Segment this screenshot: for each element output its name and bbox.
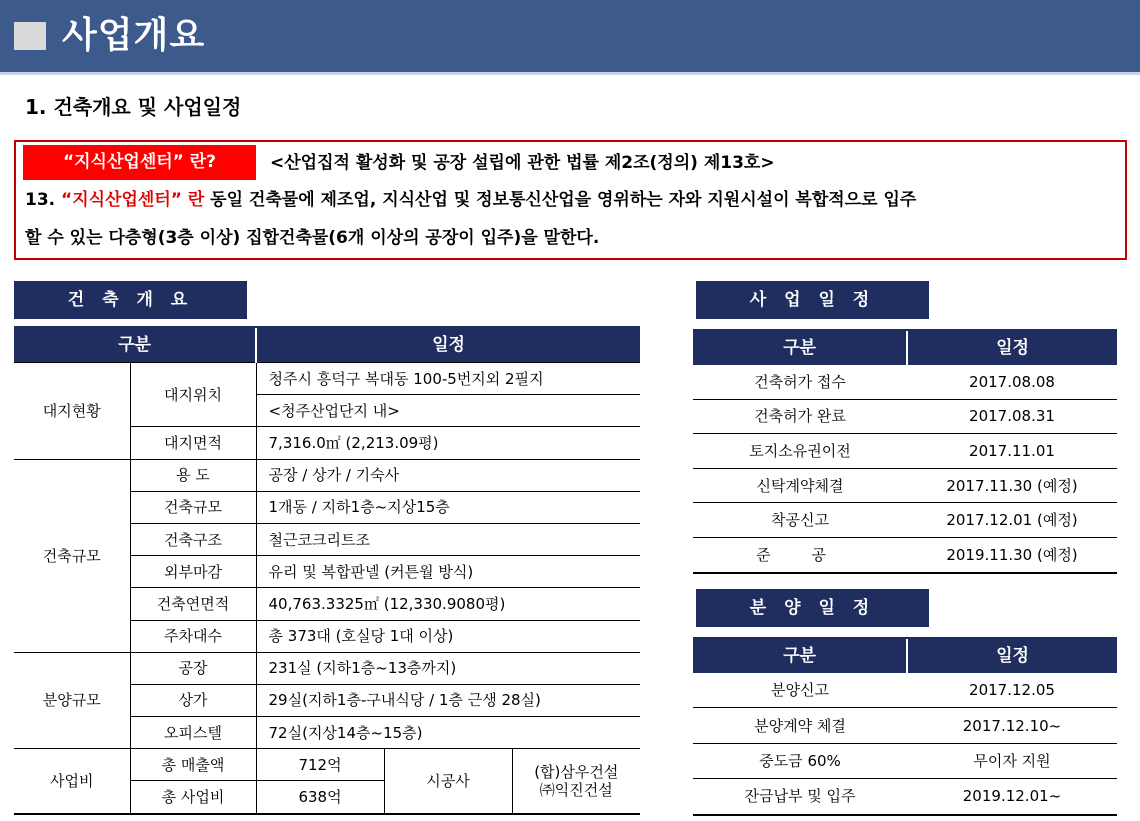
table-row: [693, 537, 1117, 572]
builder-names: [512, 749, 640, 814]
row-value: 1개동 / 지하1층~지상15층: [256, 491, 640, 523]
group-label: 대지현황: [14, 363, 130, 460]
sale-schedule-table: [693, 637, 1117, 816]
row-value: 72실(지상14층~15층): [256, 717, 640, 749]
row-label: 상가: [130, 684, 256, 716]
row-value: 2017.12.10~: [907, 708, 1117, 743]
arch-overview-label: 건 축 개 요: [14, 281, 247, 319]
row-value: 유리 및 복합판넬 (커튼월 방식): [256, 556, 640, 588]
column-header: 구분: [14, 327, 256, 363]
square-bullet-icon: [14, 22, 46, 50]
table-row: [693, 503, 1117, 538]
row-value: 7,316.0㎡ (2,213.09평): [256, 427, 640, 459]
definition-tag: “지식산업센터” 란?: [23, 145, 256, 180]
row-value: 2017.08.31: [907, 399, 1117, 434]
row-label: 총 사업비: [130, 781, 256, 814]
table-row: [693, 468, 1117, 503]
definition-line-1: [25, 187, 916, 213]
row-value: 2017.12.01 (예정): [907, 503, 1117, 538]
row-label: 토지소유권이전: [693, 434, 907, 469]
section-title: 1. 건축개요 및 사업일정: [25, 95, 242, 119]
row-label: 분양계약 체결: [693, 708, 907, 743]
row-label: 준 공: [693, 537, 907, 572]
builder-label: 시공사: [384, 749, 512, 814]
row-value: 청주시 흥덕구 복대동 100-5번지외 2필지: [256, 363, 640, 395]
business-schedule-label: 사 업 일 정: [696, 281, 929, 319]
row-label: 총 매출액: [130, 749, 256, 781]
row-label: 착공신고: [693, 503, 907, 538]
column-header: 일정: [907, 330, 1117, 365]
page-title: 사업개요: [62, 15, 206, 56]
row-value: 무이자 지원: [907, 743, 1117, 778]
definition-highlight: “지식산업센터” 란: [61, 190, 205, 210]
row-value: 40,763.3325㎡ (12,330.9080평): [256, 588, 640, 620]
row-value: 2019.12.01~: [907, 779, 1117, 815]
row-value: 231실 (지하1층~13층까지): [256, 652, 640, 684]
row-value: <청주산업단지 내>: [256, 395, 640, 427]
row-label: 건축규모: [130, 491, 256, 523]
table-header-row: [693, 330, 1117, 365]
row-value: 2017.11.30 (예정): [907, 468, 1117, 503]
table-header-row: [14, 327, 640, 363]
row-label: 공장: [130, 652, 256, 684]
table-row: [693, 779, 1117, 815]
column-header: 구분: [693, 330, 907, 365]
table-row: [14, 363, 640, 395]
table-header-row: [693, 638, 1117, 673]
table-row: [693, 434, 1117, 469]
table-row: [14, 459, 640, 491]
definition-line-2: 할 수 있는 다층형(3층 이상) 집합건축물(6개 이상의 공장이 입주)을 말한다.: [25, 228, 600, 248]
arch-overview-table: [14, 326, 640, 815]
row-value: 총 373대 (호실당 1대 이상): [256, 620, 640, 652]
table-row: [693, 743, 1117, 778]
column-header: 일정: [256, 327, 640, 363]
row-value: 2017.11.01: [907, 434, 1117, 469]
header-divider: [0, 72, 1140, 75]
row-label: 외부마감: [130, 556, 256, 588]
row-label: 건축허가 접수: [693, 365, 907, 399]
row-label: 분양신고: [693, 673, 907, 708]
row-value: 712억: [256, 749, 384, 781]
row-value: 2017.12.05: [907, 673, 1117, 708]
row-label: 건축연면적: [130, 588, 256, 620]
table-row: [14, 749, 640, 781]
column-header: 구분: [693, 638, 907, 673]
row-label: 잔금납부 및 입주: [693, 779, 907, 815]
table-row: [693, 365, 1117, 399]
row-label: 건축허가 완료: [693, 399, 907, 434]
builder-name: (합)삼우건설: [534, 762, 619, 781]
definition-text: 동일 건축물에 제조업, 지식산업 및 정보통신산업을 영위하는 자와 지원시설이 복합적으로 입주: [204, 190, 917, 210]
group-label: 건축규모: [14, 459, 130, 652]
row-label: 신탁계약체결: [693, 468, 907, 503]
row-label: 중도금 60%: [693, 743, 907, 778]
row-label: 용 도: [130, 459, 256, 491]
table-row: [693, 399, 1117, 434]
sale-schedule-label: 분 양 일 정: [696, 589, 929, 627]
row-label: 건축구조: [130, 523, 256, 555]
row-label: 대지위치: [130, 363, 256, 427]
row-label: 주차대수: [130, 620, 256, 652]
row-value: 공장 / 상가 / 기숙사: [256, 459, 640, 491]
row-label: 오피스텔: [130, 717, 256, 749]
group-label: 분양규모: [14, 652, 130, 749]
business-schedule-table: [693, 329, 1117, 574]
row-label: 대지면적: [130, 427, 256, 459]
row-value: 29실(지하1층-구내식당 / 1층 근생 28실): [256, 684, 640, 716]
table-row: [693, 673, 1117, 708]
definition-reference: <산업집적 활성화 및 공장 설립에 관한 법률 제2조(정의) 제13호>: [270, 153, 775, 173]
table-row: [14, 652, 640, 684]
table-row: [693, 708, 1117, 743]
row-value: 철근코크리트조: [256, 523, 640, 555]
row-value: 638억: [256, 781, 384, 814]
group-label: 사업비: [14, 749, 130, 814]
row-value: 2019.11.30 (예정): [907, 537, 1117, 572]
column-header: 일정: [907, 638, 1117, 673]
builder-name: ㈜익진건설: [539, 780, 613, 799]
row-value: 2017.08.08: [907, 365, 1117, 399]
definition-prefix: 13.: [25, 190, 62, 210]
